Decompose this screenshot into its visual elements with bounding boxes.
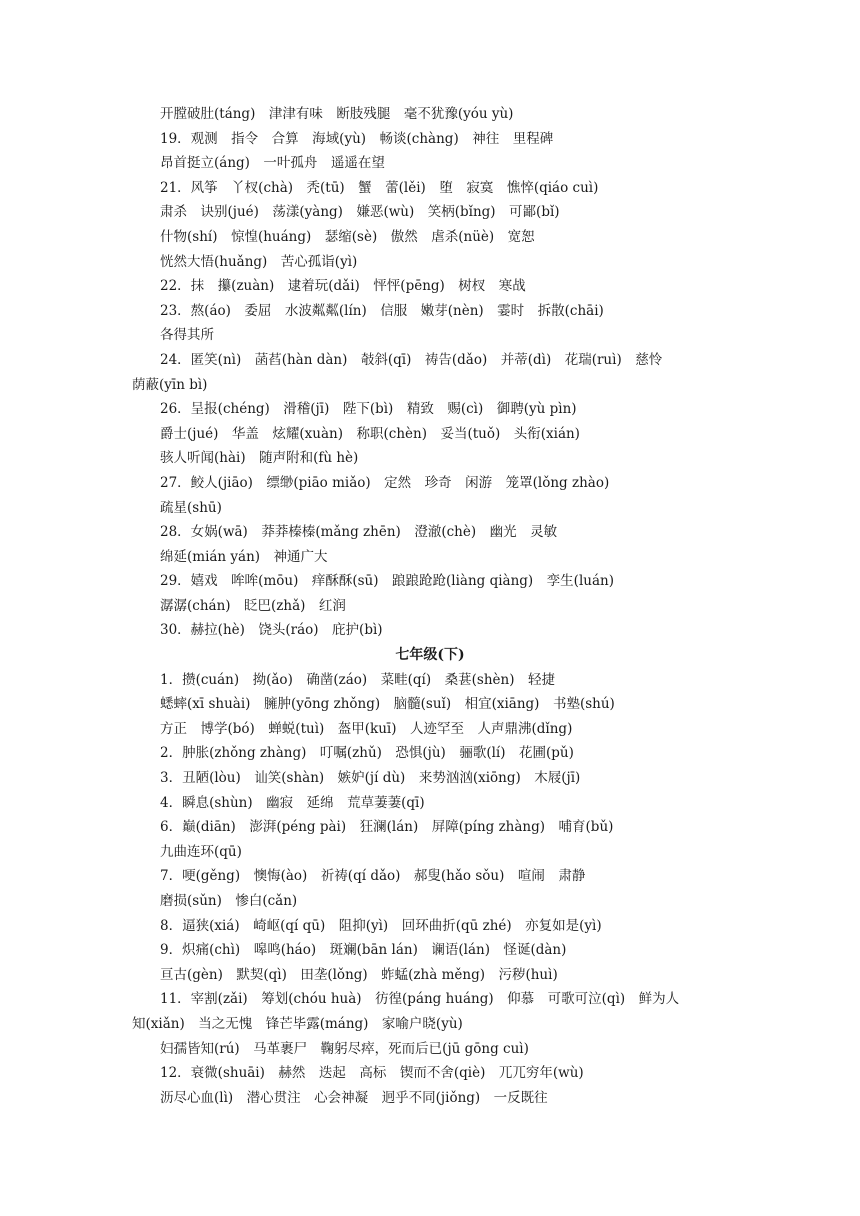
- vocab-line: 骇人听闻(hài) 随声附和(fù hè): [160, 450, 359, 467]
- vocab-line: 3．丑陋(lòu) 讪笑(shàn) 嫉妒(jí dù) 来势汹汹(xiōng) 木屐(jī): [160, 770, 581, 787]
- vocab-line: 亘古(gèn) 默契(qì) 田垄(lǒng) 蚱蜢(zhà měng) 污秽(huì): [160, 966, 558, 983]
- vocab-line: 什物(shí) 惊惶(huáng) 瑟缩(sè) 傲然 虐杀(nüè) 宽恕: [160, 228, 535, 245]
- vocab-line: 绵延(mián yán) 神通广大: [160, 548, 328, 565]
- vocabulary-list: [0, 102, 860, 1110]
- vocab-line: 22．抹 攥(zuàn) 逮着玩(dǎi) 怦怦(pēng) 树杈 寒战: [160, 278, 526, 295]
- vocab-line: 9．炽痛(chì) 嗥鸣(háo) 斑斓(bān lán) 谰语(lán) 怪诞(dàn): [160, 942, 567, 959]
- vocab-line: 28．女娲(wā) 莽莽榛榛(mǎng zhēn) 澄澈(chè) 幽光 灵敏: [160, 524, 558, 541]
- vocab-line: 19．观测 指令 合算 海域(yù) 畅谈(chàng) 神往 里程碑: [160, 130, 554, 147]
- vocab-line: 九曲连环(qū): [160, 843, 242, 860]
- vocab-line: 29．嬉戏 哞哞(mōu) 痒酥酥(sū) 踉踉跄跄(liàng qiàng) 孪生(luán): [160, 573, 614, 590]
- vocab-line: 2．肿胀(zhǒng zhàng) 叮嘱(zhǔ) 恐惧(jù) 骊歌(lí) 花圃(pǔ): [160, 745, 574, 762]
- vocab-line: 知(xiǎn) 当之无愧 锋芒毕露(máng) 家喻户晓(yù): [132, 1015, 463, 1032]
- vocab-line: 4．瞬息(shùn) 幽寂 延绵 荒草萋萋(qī): [160, 794, 425, 811]
- vocab-line: 11．宰割(zǎi) 筹划(chóu huà) 彷徨(páng huáng) 仰慕 可歌可泣(qì) 鲜为人: [160, 991, 680, 1008]
- vocab-line: 潺潺(chán) 眨巴(zhǎ) 红润: [160, 597, 346, 614]
- vocab-line: 26．呈报(chéng) 滑稽(jī) 陛下(bì) 精致 赐(cì) 御聘(yù pìn): [160, 401, 577, 418]
- vocab-line: 24．匿笑(nì) 菡萏(hàn dàn) 攲斜(qī) 祷告(dǎo) 并蒂(dì) 花瑞(ruì) 慈怜: [160, 351, 663, 368]
- vocab-line: 12．衰微(shuāi) 赫然 迭起 高标 锲而不舍(qiè) 兀兀穷年(wù): [160, 1065, 584, 1082]
- vocab-line: 23．熬(áo) 委屈 水波粼粼(lín) 信服 嫩芽(nèn) 霎时 拆散(chāi): [160, 302, 604, 319]
- vocab-line: 磨损(sǔn) 惨白(cǎn): [160, 893, 298, 909]
- vocab-line: 肃杀 诀别(jué) 荡漾(yàng) 嫌恶(wù) 笑柄(bǐng) 可鄙(bǐ): [160, 204, 560, 221]
- vocab-line: 恍然大悟(huǎng) 苦心孤诣(yì): [160, 253, 358, 270]
- section-heading: 七年级(下): [395, 647, 465, 664]
- vocab-line: 21．风筝 丫杈(chà) 秃(tū) 蟹 蕾(lěi) 堕 寂寞 憔悴(qiáo cuì): [160, 179, 599, 196]
- vocab-line: 各得其所: [160, 327, 214, 344]
- vocab-line: 30．赫拉(hè) 饶头(ráo) 庇护(bì): [160, 622, 383, 639]
- vocab-line: 7．哽(gěng) 懊悔(ào) 祈祷(qí dǎo) 郝叟(hǎo sǒu) 喧闹 肃静: [160, 868, 586, 885]
- vocab-line: 开膛破肚(táng) 津津有味 断肢残腿 毫不犹豫(yóu yù): [160, 106, 514, 122]
- vocab-line: 爵士(jué) 华盖 炫耀(xuàn) 称职(chèn) 妥当(tuǒ) 头衔(xián): [160, 425, 580, 442]
- vocab-line: 妇孺皆知(rú) 马革裹尸 鞠躬尽瘁，死而后已(jū gōng cuì): [160, 1040, 529, 1057]
- vocab-line: 荫蔽(yīn bì): [132, 376, 208, 393]
- vocab-line: 1．攒(cuán) 拗(ǎo) 确凿(záo) 菜畦(qí) 桑葚(shèn) 轻捷: [160, 671, 555, 688]
- vocab-line: 方正 博学(bó) 蝉蜕(tuì) 盔甲(kuī) 人迹罕至 人声鼎沸(dǐng): [160, 720, 573, 737]
- vocab-line: 8．逼狭(xiá) 崎岖(qí qū) 阻抑(yì) 回环曲折(qū zhé) 亦复如是(yì): [160, 917, 602, 934]
- vocab-line: 疏星(shū): [160, 499, 222, 516]
- vocab-line: 6．巅(diān) 澎湃(péng pài) 狂澜(lán) 屏障(píng zhàng) 哺育(bǔ): [160, 819, 614, 836]
- vocab-line: 27．鲛人(jiāo) 缥缈(piāo miǎo) 定然 珍奇 闲游 笼罩(lǒng zhào): [160, 474, 610, 491]
- vocab-line: 沥尽心血(lì) 潜心贯注 心会神凝 迥乎不同(jiǒng) 一反既往: [160, 1089, 548, 1106]
- vocab-line: 昂首挺立(áng) 一叶孤舟 遥遥在望: [160, 155, 385, 172]
- vocab-line: 蟋蟀(xī shuài) 臃肿(yōng zhǒng) 脑髓(suǐ) 相宜(xiāng) 书塾(shú): [160, 696, 615, 713]
